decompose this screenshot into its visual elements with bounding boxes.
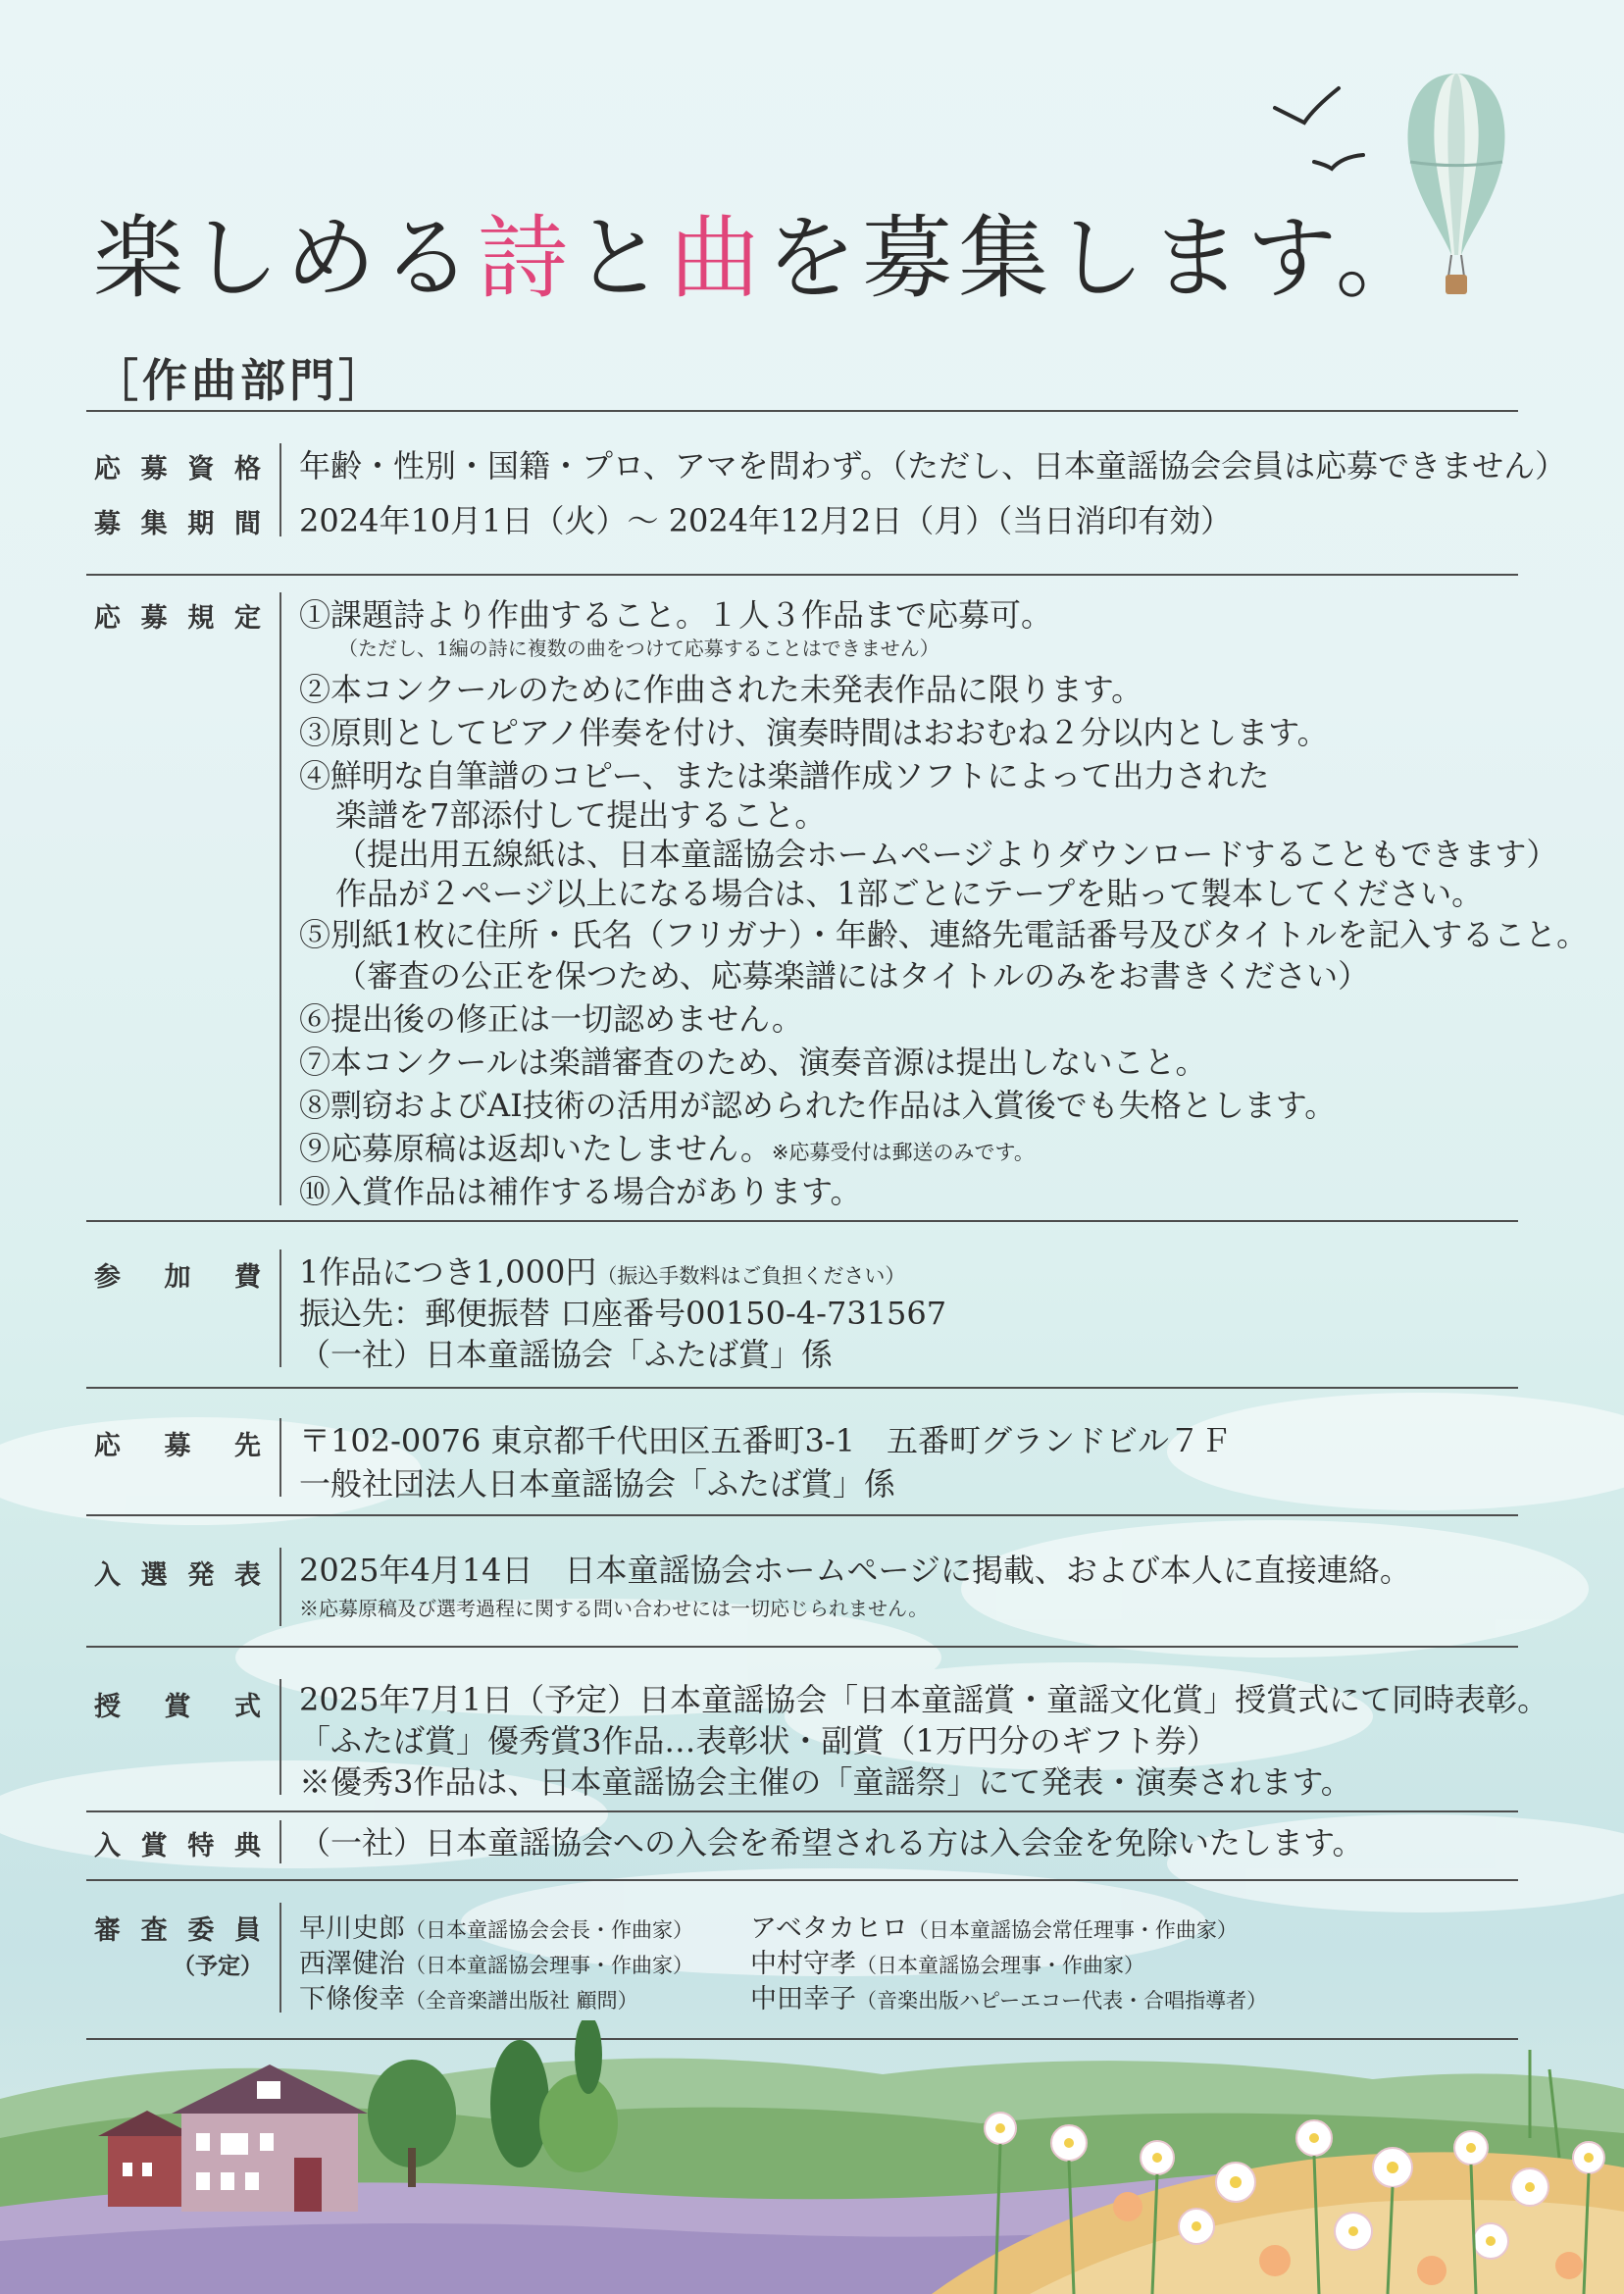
judge-name: 西澤健治 xyxy=(299,1949,405,1979)
benefit-line1: （一社）日本童謡協会への入会を希望される方は入会金を免除いたします。 xyxy=(299,1824,1364,1861)
announcement-line1: 2025年4月14日 日本童謡協会ホームページに掲載、および本人に直接連絡。 xyxy=(299,1552,1411,1589)
ceremony-line3: ※優秀3作品は、日本童謡協会主催の「童謡祭」にて発表・演奏されます。 xyxy=(299,1763,1352,1801)
title-accent-poem: 詩 xyxy=(478,206,575,311)
judge-item xyxy=(299,1977,638,2015)
eligibility-value: 年齢・性別・国籍・プロ、アマを問わず。（ただし、日本童謡協会会員は応募できません） xyxy=(299,447,1567,484)
fee-line3: （一社）日本童謡協会「ふたば賞」係 xyxy=(299,1336,834,1373)
judge-item xyxy=(750,1907,1238,1945)
vertical-bar xyxy=(279,1679,281,1795)
divider xyxy=(86,574,1518,576)
rule-4c: （提出用五線紙は、日本童謡協会ホームページよりダウンロードすることもできます） xyxy=(335,836,1558,873)
rule-3: ③原則としてピアノ伴奏を付け、演奏時間はおおむね２分以内とします。 xyxy=(299,714,1329,751)
vertical-bar xyxy=(279,1249,281,1367)
title-accent-song: 曲 xyxy=(670,206,767,311)
judge-name: 下條俊幸 xyxy=(299,1984,405,2014)
section-label: ［作曲部門］ xyxy=(93,354,387,407)
announcement-note: ※応募原稿及び選考過程に関する問い合わせには一切応じられません。 xyxy=(299,1597,929,1620)
judge-name: 中田幸子 xyxy=(750,1984,856,2014)
period-term: 募集期間 xyxy=(94,509,261,539)
period-value: 2024年10月1日（火）～ 2024年12月2日（月）（当日消印有効） xyxy=(299,502,1233,539)
vertical-bar xyxy=(279,1820,281,1863)
vertical-bar xyxy=(279,592,281,1205)
judge-affiliation: （全音楽譜出版社 顧問） xyxy=(405,1989,638,2013)
divider xyxy=(86,1220,1518,1222)
vertical-bar xyxy=(279,1903,281,2013)
judges-term: 審査委員 xyxy=(94,1915,261,1946)
ceremony-line2: 「ふたば賞」優秀賞3作品…表彰状・副賞（1万円分のギフト券） xyxy=(299,1722,1218,1759)
judge-name: 早川史郎 xyxy=(299,1913,405,1944)
rule-9 xyxy=(299,1124,1035,1169)
rule-1-note: （ただし、1編の詩に複数の曲をつけて応募することはできません） xyxy=(338,637,939,660)
destination-line2: 一般社団法人日本童謡協会「ふたば賞」係 xyxy=(299,1465,896,1503)
rule-9-text: ⑨応募原稿は返却いたしません。 xyxy=(299,1130,772,1167)
divider xyxy=(86,1810,1518,1812)
rule-7: ⑦本コンクールは楽譜審査のため、演奏音源は提出しないこと。 xyxy=(299,1044,1207,1081)
fee-line1 xyxy=(299,1248,905,1293)
judge-item xyxy=(299,1907,693,1945)
page-title xyxy=(93,186,1432,316)
divider xyxy=(86,1646,1518,1648)
fee-note: （振込手数料はご負担ください） xyxy=(596,1264,906,1288)
rule-4d: 作品が２ページ以上になる場合は、1部ごとにテープを貼って製本してください。 xyxy=(335,875,1484,912)
eligibility-term: 応募資格 xyxy=(94,454,261,484)
rule-4a: ④鮮明な自筆譜のコピー、または楽譜作成ソフトによって出力された xyxy=(299,757,1270,794)
judge-affiliation: （日本童謡協会会長・作曲家） xyxy=(405,1918,693,1942)
judge-item xyxy=(299,1942,693,1980)
landscape-illustration xyxy=(0,2020,1624,2294)
judges-term-sub: （予定） xyxy=(173,1954,263,1979)
divider xyxy=(86,1514,1518,1516)
rule-10: ⑩入賞作品は補作する場合があります。 xyxy=(299,1173,862,1210)
judge-affiliation: （日本童謡協会理事・作曲家） xyxy=(405,1954,693,1977)
divider xyxy=(86,410,1518,412)
rule-4b: 楽譜を7部添付して提出すること。 xyxy=(335,796,827,834)
title-part2: と xyxy=(574,206,671,311)
judge-name: アベタカヒロ xyxy=(750,1913,908,1944)
rule-1: ①課題詩より作曲すること。１人３作品まで応募可。 xyxy=(299,596,1053,634)
rule-5b: （審査の公正を保つため、応募楽譜にはタイトルのみをお書きください） xyxy=(335,957,1370,994)
vertical-bar xyxy=(279,443,281,536)
title-part3: を募集します。 xyxy=(766,206,1432,311)
divider xyxy=(86,1879,1518,1881)
rule-6: ⑥提出後の修正は一切認めません。 xyxy=(299,1000,803,1038)
judge-name: 中村守孝 xyxy=(750,1949,856,1979)
destination-term: 応募先 xyxy=(94,1431,261,1461)
announcement-term: 入選発表 xyxy=(94,1560,261,1591)
rule-8: ⑧剽窃およびAI技術の活用が認められた作品は入賞後でも失格とします。 xyxy=(299,1087,1337,1124)
vertical-bar xyxy=(279,1548,281,1626)
judge-item xyxy=(750,1942,1144,1980)
rule-9-note: ※応募受付は郵送のみです。 xyxy=(771,1141,1035,1164)
divider xyxy=(86,1387,1518,1389)
rule-5a: ⑤別紙1枚に住所・氏名（フリガナ）・年齢、連絡先電話番号及びタイトルを記入すること。 xyxy=(299,916,1589,953)
title-part1: 楽しめる xyxy=(93,206,479,311)
fee-term: 参加費 xyxy=(94,1262,261,1293)
judge-item xyxy=(750,1977,1267,2015)
benefit-term: 入賞特典 xyxy=(94,1831,261,1861)
ceremony-term: 授賞式 xyxy=(94,1692,261,1722)
rules-term: 応募規定 xyxy=(94,603,261,634)
ceremony-line1: 2025年7月1日（予定）日本童謡協会「日本童謡賞・童謡文化賞」授賞式にて同時表彰。 xyxy=(299,1681,1549,1718)
judge-affiliation: （日本童謡協会常任理事・作曲家） xyxy=(907,1918,1238,1942)
rule-2: ②本コンクールのために作曲された未発表作品に限ります。 xyxy=(299,671,1143,708)
fee-amount: 1作品につき1,000円 xyxy=(299,1253,597,1291)
fee-line2: 振込先：郵便振替 口座番号00150-4-731567 xyxy=(299,1295,947,1332)
destination-line1: 〒102-0076 東京都千代田区五番町3-1 五番町グランドビル７Ｆ xyxy=(299,1422,1233,1459)
vertical-bar xyxy=(279,1418,281,1497)
birds-icon xyxy=(1265,78,1402,186)
judge-affiliation: （日本童謡協会理事・作曲家） xyxy=(856,1954,1144,1977)
judge-affiliation: （音楽出版ハピーエコー代表・合唱指導者） xyxy=(856,1989,1268,2013)
